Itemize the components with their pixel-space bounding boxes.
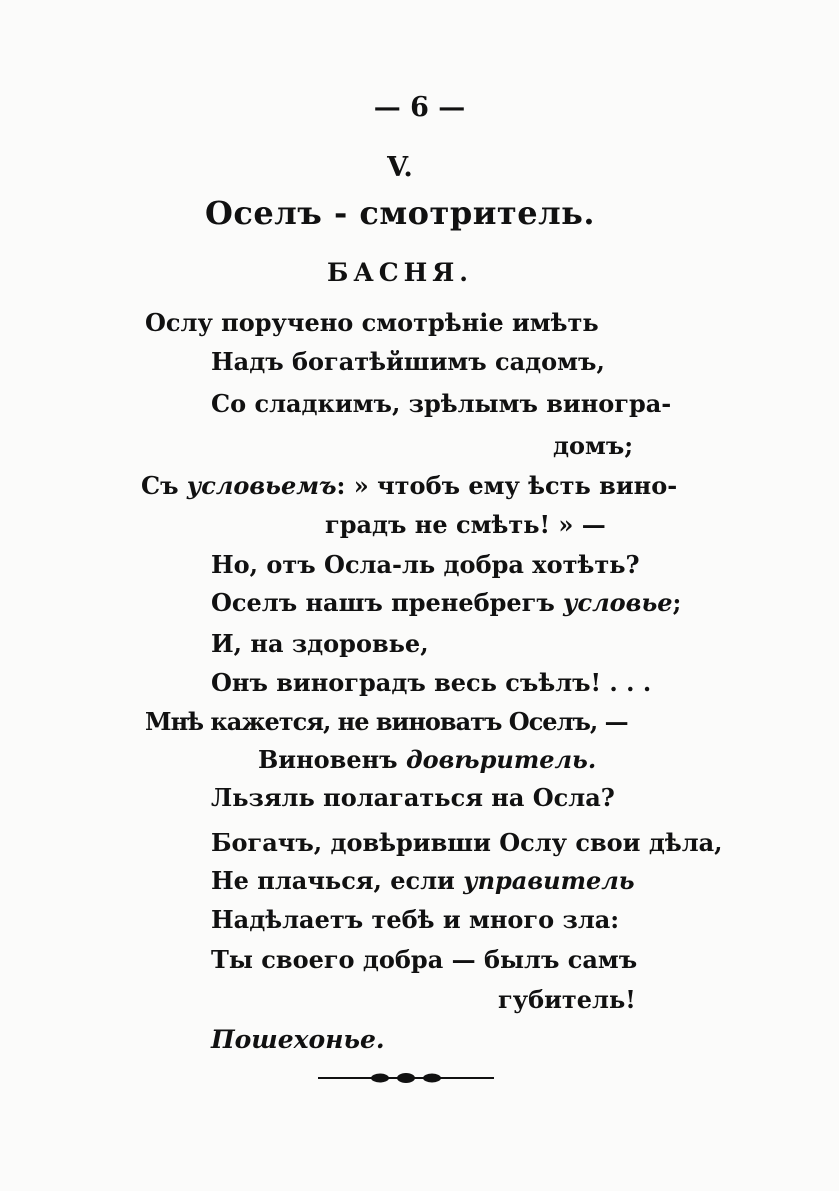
place-signature: Пошехонье. <box>211 1025 385 1054</box>
verse-line: домъ; <box>553 431 634 460</box>
italic-word: управитель <box>463 866 635 895</box>
verse-line: Мнѣ кажется, не виноватъ Оселъ, — <box>145 707 628 736</box>
verse-line: Богачъ, довѣривши Ослу свои дѣла, <box>211 828 723 857</box>
verse-line: Ослу поручено смотрѣніе имѣть <box>145 308 599 337</box>
verse-text: Не плачься, если <box>211 866 464 895</box>
verse-line <box>211 587 681 619</box>
verse-line <box>211 865 635 897</box>
fable-numeral: V. <box>387 152 413 183</box>
verse-line: Льзяль полагаться на Осла? <box>211 783 615 812</box>
italic-word: условье <box>563 588 673 617</box>
verse-line: Онъ виноградъ весь съѣлъ! . . . <box>211 668 652 697</box>
verse-text: Виновенъ <box>258 745 406 774</box>
verse-text: : » чтобъ ему ѣсть вино- <box>336 471 678 500</box>
verse-line: губитель! <box>498 985 636 1014</box>
verse-line: Ты своего добра — былъ самъ <box>211 945 638 974</box>
verse-line: Со сладкимъ, зрѣлымъ виногра- <box>211 389 672 418</box>
verse-text: Съ <box>141 471 187 500</box>
verse-line <box>258 744 596 776</box>
verse-text: Оселъ нашъ пренебрегъ <box>211 588 564 617</box>
verse-line: И, на здоровье, <box>211 629 429 658</box>
ornament-rule <box>318 1068 494 1088</box>
verse-text: ; <box>672 588 682 617</box>
page-number: — 6 — <box>373 92 466 123</box>
verse-line: Надѣлаетъ тебѣ и много зла: <box>211 905 620 934</box>
verse-line: градъ не смѣть! » — <box>325 510 606 539</box>
verse-line: Но, отъ Осла-ль добра хотѣть? <box>211 550 640 579</box>
italic-word: довѣритель. <box>405 745 597 774</box>
italic-word: условьемъ <box>186 471 337 500</box>
fable-title: Оселъ - смотритель. <box>204 194 596 232</box>
verse-line <box>141 470 677 502</box>
verse-line: Надъ богатѣйшимъ садомъ, <box>211 347 605 376</box>
genre-label: БАСНЯ. <box>327 258 473 287</box>
